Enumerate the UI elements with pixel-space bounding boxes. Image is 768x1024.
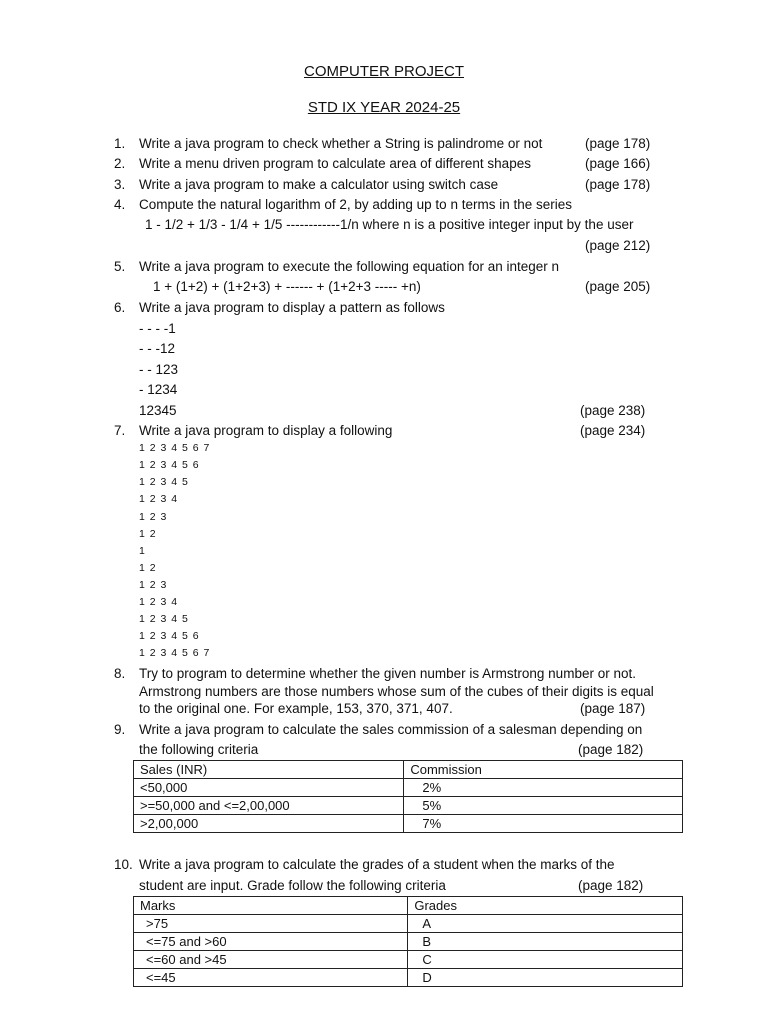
q8-number: 8. [114, 666, 126, 681]
q7-pattern-line: 1 2 [139, 562, 157, 574]
q9-line: the following criteria [139, 742, 259, 757]
q8-line: to the original one. For example, 153, 370, 371, 407. [139, 701, 453, 716]
table-header-row [134, 897, 683, 915]
q7-page-ref: (page 234) [580, 423, 646, 438]
q1-text: Write a java program to check whether a String is palindrome or not [139, 136, 543, 151]
q7-number: 7. [114, 423, 126, 438]
table-cell: B [408, 933, 683, 951]
q6-pattern-line: 12345 [139, 403, 177, 418]
table-cell: <=45 [134, 969, 408, 987]
q7-pattern-line: 1 2 3 4 5 6 [139, 630, 200, 642]
q8-line: Try to program to determine whether the given number is Armstrong number or not. [139, 666, 636, 681]
q10-line: student are input. Grade follow the following criteria [139, 878, 446, 893]
table-header-cell: Marks [134, 897, 408, 915]
q7-pattern-line: 1 2 3 4 [139, 493, 179, 505]
q2-number: 2. [114, 156, 126, 171]
q1-page-ref: (page 178) [585, 136, 651, 151]
q7-pattern-line: 1 2 3 4 5 [139, 476, 189, 488]
q3-page-ref: (page 178) [585, 177, 651, 192]
table-row [134, 951, 683, 969]
q5-equation: 1 + (1+2) + (1+2+3) + ------ + (1+2+3 ----- +n) [153, 279, 421, 294]
table-header-row [134, 761, 683, 779]
q6-page-ref: (page 238) [580, 403, 646, 418]
doc-title: COMPUTER PROJECT [303, 63, 464, 80]
q9-number: 9. [114, 722, 126, 737]
q10-number: 10. [114, 857, 133, 872]
table-cell: D [408, 969, 683, 987]
q6-pattern-line: - - -12 [139, 341, 176, 356]
table-cell: >2,00,000 [134, 815, 404, 833]
q7-pattern-line: 1 2 [139, 528, 157, 540]
table-cell: 2% [404, 779, 683, 797]
q7-pattern-line: 1 2 3 4 5 6 [139, 459, 200, 471]
q3-number: 3. [114, 177, 126, 192]
q6-text: Write a java program to display a pattern as follows [139, 300, 445, 315]
table-row [134, 915, 683, 933]
q7-text: Write a java program to display a following [139, 423, 393, 438]
table-row [134, 779, 683, 797]
q7-pattern-line: 1 2 3 [139, 579, 168, 591]
table-cell: A [408, 915, 683, 933]
table-cell: <=75 and >60 [134, 933, 408, 951]
q2-page-ref: (page 166) [585, 156, 651, 171]
q4-text: Compute the natural logarithm of 2, by adding up to n terms in the series [139, 197, 572, 212]
grades-table [133, 896, 683, 987]
q8-page-ref: (page 187) [580, 701, 646, 716]
table-header-cell: Sales (INR) [134, 761, 404, 779]
q4-page-ref: (page 212) [585, 238, 651, 253]
q5-number: 5. [114, 259, 126, 274]
table-header-cell: Commission [404, 761, 683, 779]
table-cell: >75 [134, 915, 408, 933]
doc-subtitle: STD IX YEAR 2024-25 [307, 99, 461, 116]
q9-page-ref: (page 182) [578, 742, 644, 757]
commission-table [133, 760, 683, 833]
table-header-cell: Grades [408, 897, 683, 915]
q7-pattern-line: 1 2 3 [139, 511, 168, 523]
q5-text: Write a java program to execute the following equation for an integer n [139, 259, 559, 274]
q7-pattern-line: 1 [139, 545, 146, 557]
q6-number: 6. [114, 300, 126, 315]
q6-pattern-line: - - 123 [139, 362, 179, 377]
q4-number: 4. [114, 197, 126, 212]
q1-number: 1. [114, 136, 126, 151]
table-cell: >=50,000 and <=2,00,000 [134, 797, 404, 815]
q2-text: Write a menu driven program to calculate area of different shapes [139, 156, 531, 171]
table-cell: 5% [404, 797, 683, 815]
q10-page-ref: (page 182) [578, 878, 644, 893]
q4-series: 1 - 1/2 + 1/3 - 1/4 + 1/5 ------------1/n where n is a positive integer input by the user [145, 217, 634, 232]
q10-line: Write a java program to calculate the grades of a student when the marks of the [139, 857, 615, 872]
table-cell: <50,000 [134, 779, 404, 797]
table-row [134, 969, 683, 987]
q7-pattern-line: 1 2 3 4 5 6 7 [139, 647, 211, 659]
table-cell: 7% [404, 815, 683, 833]
table-cell: C [408, 951, 683, 969]
table-cell: <=60 and >45 [134, 951, 408, 969]
table-row [134, 933, 683, 951]
table-row [134, 797, 683, 815]
table-row [134, 815, 683, 833]
q3-text: Write a java program to make a calculator using switch case [139, 177, 499, 192]
q7-pattern-line: 1 2 3 4 5 [139, 613, 189, 625]
q7-pattern-line: 1 2 3 4 [139, 596, 179, 608]
q6-pattern-line: - - - -1 [139, 321, 176, 336]
q6-pattern-line: - 1234 [139, 382, 178, 397]
q7-pattern-line: 1 2 3 4 5 6 7 [139, 442, 211, 454]
q5-page-ref: (page 205) [585, 279, 651, 294]
q9-line: Write a java program to calculate the sales commission of a salesman depending on [139, 722, 643, 737]
q8-line: Armstrong numbers are those numbers whose sum of the cubes of their digits is equal [139, 684, 654, 699]
